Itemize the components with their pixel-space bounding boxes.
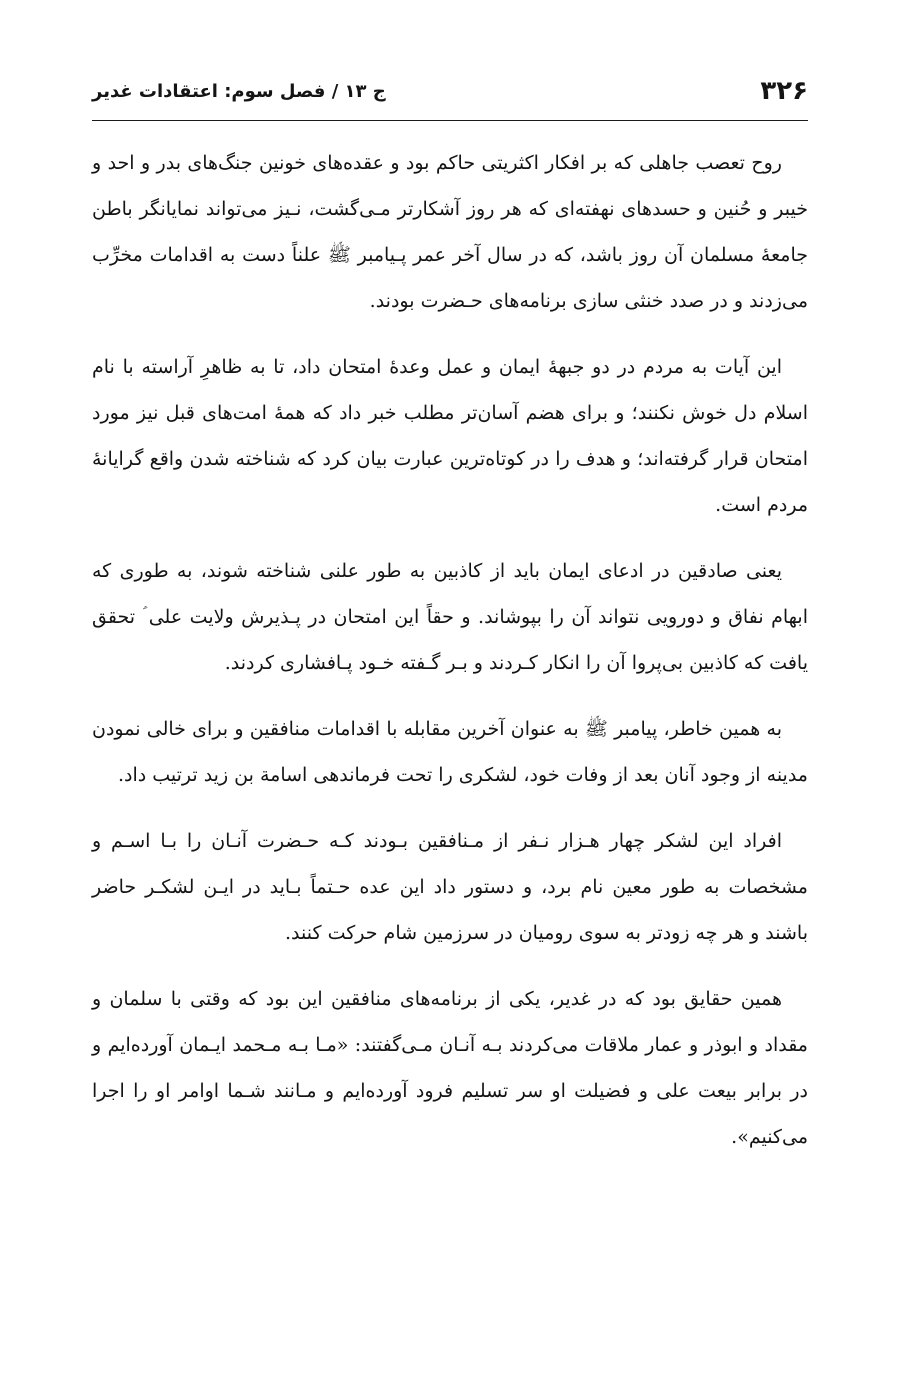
paragraph-3: یعنی صادقین در ادعای ایمان باید از کاذبین به طور علنی شناخته شوند، به طوری که ابهام نفاق و دورویی نتواند آن را بپوشاند. و حقاً این امتحان در پـذیرش ولایت علی ؑ تحقق یافت که کاذبین بی‌پروا آن را انکار کـردند و بـر گـفته خـود پـافشاری کردند. (92, 560, 808, 674)
body-text (92, 140, 808, 1180)
paragraph-4: به همین خاطر، پیامبر ﷺ به عنوان آخرین مقابله با اقدامات منافقین و برای خالی نمودن مدینه از وجود آنان بعد از وفات خود، لشکری را تحت فرماندهی اسامة بن زید ترتیب داد. (92, 718, 808, 786)
running-header (92, 62, 808, 121)
running-title: ج ۱۳ / فصل سوم: اعتقادات غدیر (92, 80, 386, 102)
paragraph-5: افراد این لشکر چهار هـزار نـفر از مـنافقین بـودند کـه حـضرت آنـان را بـا اسـم و مشخصات به طور معین نام برد، و دستور داد این عده حـتماً بـاید در ایـن لشکـر حاضر باشند و هر چه زودتر به سوی رومیان در سرزمین شام حرکت کنند. (92, 830, 808, 944)
page-number: ۳۲۶ (760, 76, 808, 106)
paragraph-1: روح تعصب جاهلی که بر افکار اکثریتی حاکم بود و عقده‌های خونین جنگ‌های بدر و احد و خیبر و حُنین و حسدهای نهفته‌ای که هر روز آشکارتر مـی‌گشت، نـیز می‌تواند نمایانگر باطن جامعهٔ مسلمان آن روز باشد، که در سال آخر عمر پـیامبر ﷺ علناً دست به اقدامات مخرِّب می‌زدند و در صدد خنثی سازی برنامه‌های حـضرت بودند. (92, 152, 808, 312)
paragraph-2: این آیات به مردم در دو جبههٔ ایمان و عمل وعدهٔ امتحان داد، تا به ظاهرِ آراسته با نام اسلام دل خوش نکنند؛ و برای هضم آسان‌تر مطلب خبر داد که همهٔ امت‌های قبل نیز مورد امتحان قرار گرفته‌اند؛ و هدف را در کوتاه‌ترین عبارت بیان کرد که شناخته شدن واقع گرایانهٔ مردم است. (92, 356, 808, 516)
paragraph-6: همین حقایق بود که در غدیر، یکی از برنامه‌های منافقین این بود که وقتی با سلمان و مقداد و ابوذر و عمار ملاقات می‌کردند بـه آنـان مـی‌گفتند: «مـا بـه مـحمد ایـمان آورده‌ایم و در برابر بیعت علی و فضیلت او سر تسلیم فرود آورده‌ایم و مـانند شـما اوامر او را اجرا می‌کنیم». (92, 988, 808, 1148)
